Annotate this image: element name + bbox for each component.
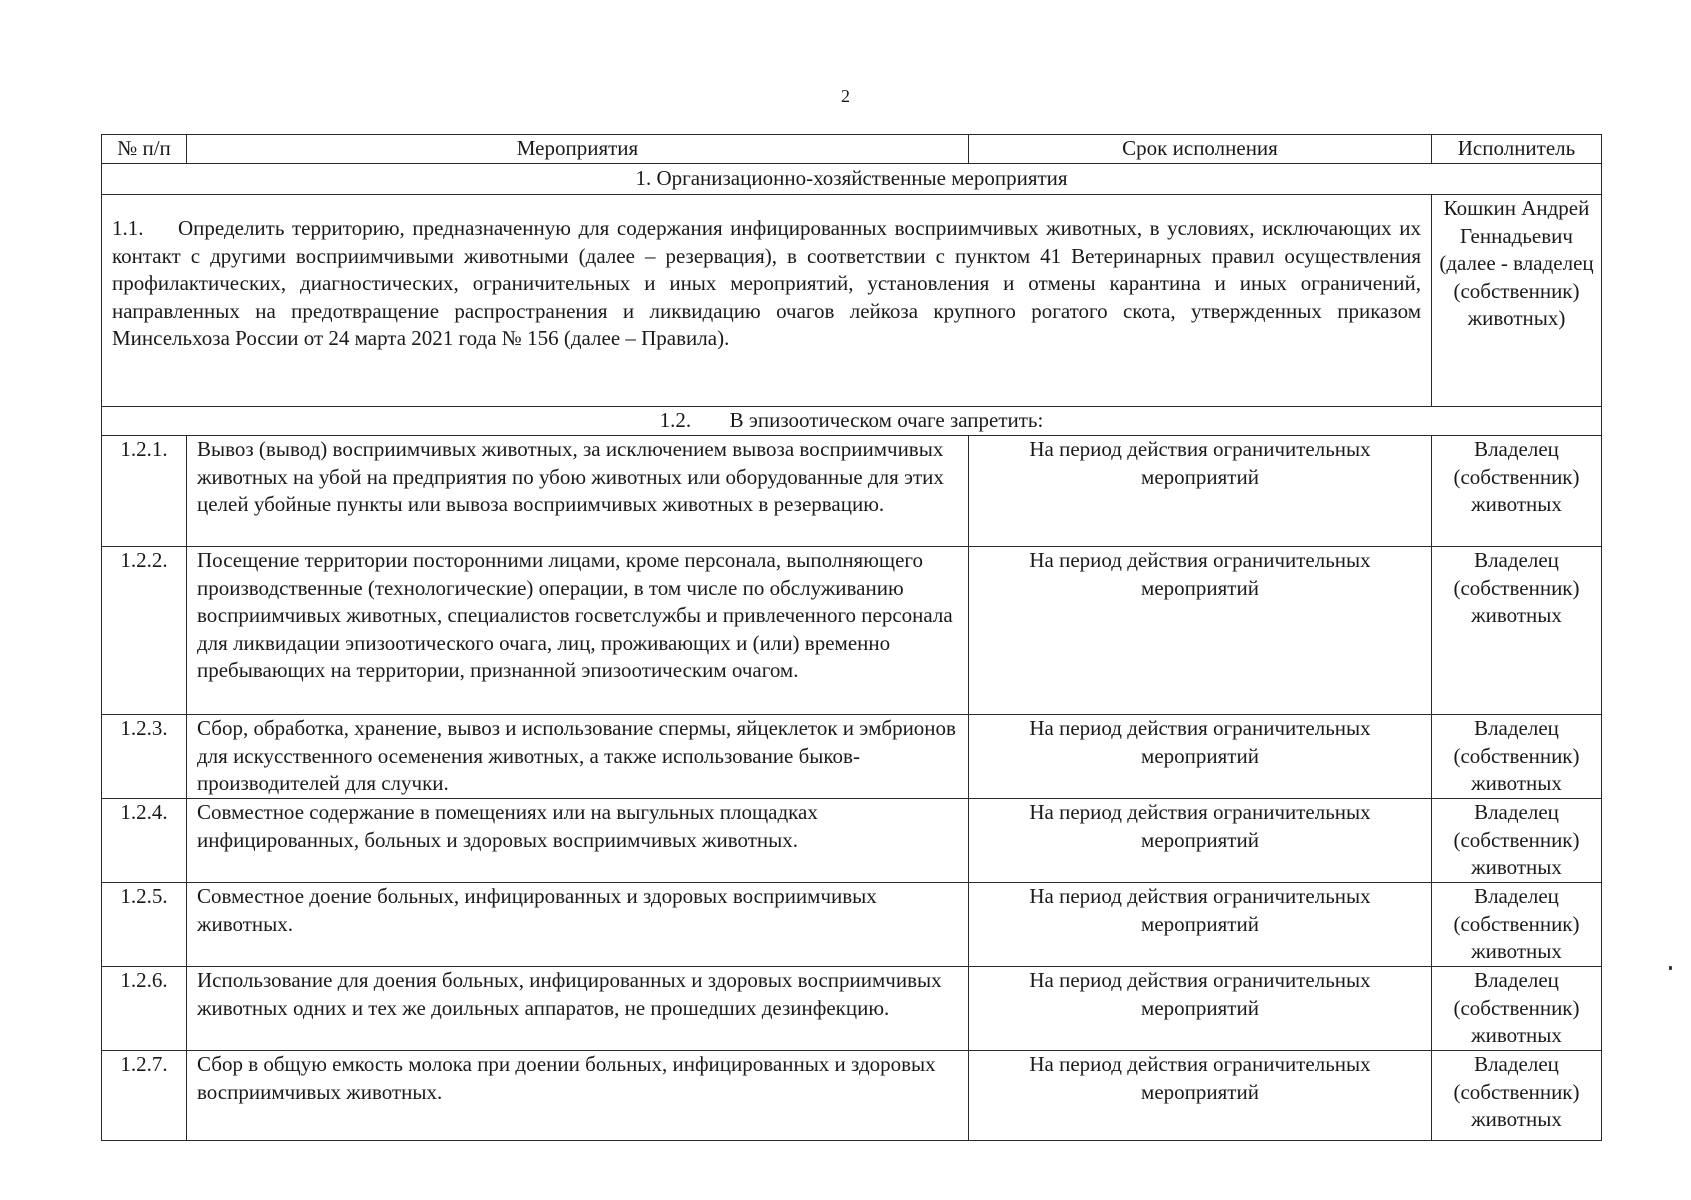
intro-cell: [102, 195, 1432, 407]
row-activity: Вывоз (вывод) восприимчивых животных, за исключением вывоза восприимчивых животных на убой на предприятия по убою животных или оборудованные для этих целей убойные пункты или вывоза восприимчивых животных в резервацию.: [187, 436, 969, 547]
header-num: № п/п: [102, 135, 187, 164]
subsection-title: В эпизоотическом очаге запретить:: [729, 408, 1044, 432]
scan-speck: [1669, 966, 1672, 970]
row-activity: Совместное содержание в помещениях или на выгульных площадках инфицированных, больных и здоровых восприимчивых животных.: [187, 799, 969, 883]
row-term: На период действия ограничительных мероприятий: [969, 883, 1432, 967]
measures-table: [101, 134, 1602, 1141]
intro-text: Определить территорию, предназначенную для содержания инфицированных восприимчивых животных, в условиях, исключающих их контакт с другими восприимчивыми животными (далее – резервация), в соответствии с пунктом 41 Ветеринарных правил осуществления профилактических, диагностических, ограничительных и иных мероприятий, установления и отмены карантина и иных ограничений, направленных на предотвращение распространения и ликвидацию очагов лейкоза крупного рогатого скота, утвержденных приказом Минсельхоза России от 24 марта 2021 года № 156 (далее – Правила).: [112, 216, 1421, 350]
table-row: [102, 547, 1602, 715]
row-term: На период действия ограничительных мероприятий: [969, 967, 1432, 1051]
row-executor: Владелец (собственник) животных: [1432, 967, 1602, 1051]
row-num: 1.2.3.: [102, 715, 187, 799]
intro-row: [102, 195, 1602, 407]
row-executor: Владелец (собственник) животных: [1432, 883, 1602, 967]
row-activity: Использование для доения больных, инфицированных и здоровых восприимчивых животных одних и тех же доильных аппаратов, не прошедших дезинфекцию.: [187, 967, 969, 1051]
row-num: 1.2.7.: [102, 1051, 187, 1141]
row-num: 1.2.5.: [102, 883, 187, 967]
header-term: Срок исполнения: [969, 135, 1432, 164]
header-executor: Исполнитель: [1432, 135, 1602, 164]
row-term: На период действия ограничительных мероприятий: [969, 547, 1432, 715]
table-row: [102, 883, 1602, 967]
row-executor: Владелец (собственник) животных: [1432, 715, 1602, 799]
row-activity: Посещение территории посторонними лицами, кроме персонала, выполняющего производственные (технологические) операции, в том числе по обслуживанию восприимчивых животных, специалистов госветслужбы и привлеченного персонала для ликвидации эпизоотического очага, лиц, проживающих и (или) временно пребывающих на территории, признанной эпизоотическим очагом.: [187, 547, 969, 715]
table-row: [102, 715, 1602, 799]
row-num: 1.2.1.: [102, 436, 187, 547]
header-activities: Мероприятия: [187, 135, 969, 164]
row-activity: Совместное доение больных, инфицированных и здоровых восприимчивых животных.: [187, 883, 969, 967]
row-executor: Владелец (собственник) животных: [1432, 1051, 1602, 1141]
table-row: [102, 967, 1602, 1051]
table-row: [102, 436, 1602, 547]
subsection-num: 1.2.: [659, 408, 692, 432]
row-term: На период действия ограничительных мероприятий: [969, 799, 1432, 883]
table-row: [102, 1051, 1602, 1141]
subsection-row: [102, 407, 1602, 436]
table-row: [102, 799, 1602, 883]
intro-executor: Кошкин Андрей Геннадьевич (далее - владелец (собственник) животных): [1432, 195, 1602, 407]
row-num: 1.2.6.: [102, 967, 187, 1051]
row-num: 1.2.4.: [102, 799, 187, 883]
intro-num: 1.1.: [112, 216, 144, 240]
row-activity: Сбор в общую емкость молока при доении больных, инфицированных и здоровых восприимчивых животных.: [187, 1051, 969, 1141]
table-header-row: [102, 135, 1602, 164]
subsection-cell: [102, 407, 1602, 436]
row-term: На период действия ограничительных мероприятий: [969, 1051, 1432, 1141]
row-activity: Сбор, обработка, хранение, вывоз и использование спермы, яйцеклеток и эмбрионов для искусственного осеменения животных, а также использование быков-производителей для случки.: [187, 715, 969, 799]
row-executor: Владелец (собственник) животных: [1432, 547, 1602, 715]
section-row: [102, 164, 1602, 195]
row-executor: Владелец (собственник) животных: [1432, 436, 1602, 547]
row-executor: Владелец (собственник) животных: [1432, 799, 1602, 883]
section-title: 1. Организационно-хозяйственные мероприятия: [102, 164, 1602, 195]
row-term: На период действия ограничительных мероприятий: [969, 436, 1432, 547]
row-num: 1.2.2.: [102, 547, 187, 715]
page-number: 2: [841, 86, 850, 106]
row-term: На период действия ограничительных мероприятий: [969, 715, 1432, 799]
